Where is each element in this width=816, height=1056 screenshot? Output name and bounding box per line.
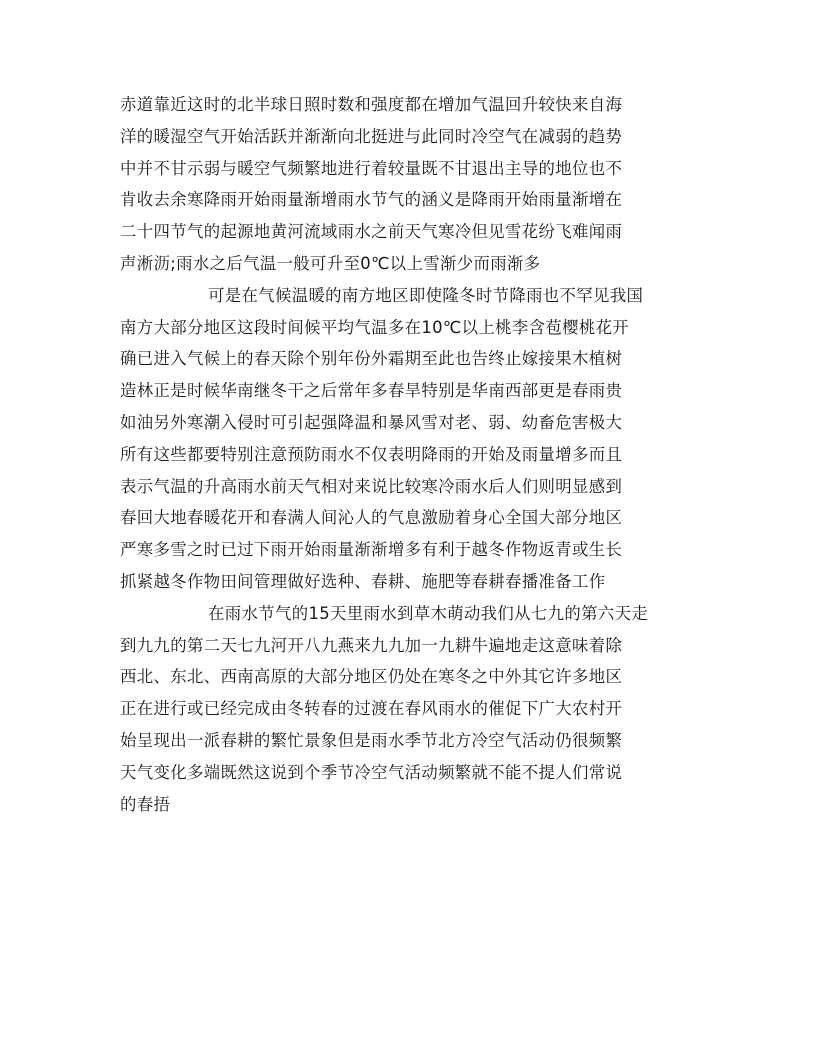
text-line: 赤道靠近这时的北半球日照时数和强度都在增加气温回升较快来自海: [120, 95, 623, 114]
text-line: 二十四节气的起源地黄河流域雨水之前天气寒冷但见雪花纷飞难闻雨: [120, 222, 623, 242]
document-page: [120, 89, 700, 820]
text-line: 始呈现出一派春耕的繁忙景象但是雨水季节北方冷空气活动仍很频繁: [120, 730, 623, 750]
text-line: 声淅沥;雨水之后气温一般可升至0℃以上雪渐少而雨渐多: [120, 253, 541, 273]
text-line: 西北、东北、西南高原的大部分地区仍处在寒冬之中外其它许多地区: [120, 667, 623, 687]
text-line: 天气变化多端既然这说到个季节冷空气活动频繁就不能不提人们常说: [120, 762, 623, 782]
text-line: 抓紧越冬作物田间管理做好选种、春耕、施肥等春耕春播准备工作: [120, 571, 606, 591]
text-line: 所有这些都要特别注意预防雨水不仅表明降雨的开始及雨量增多而且: [120, 444, 623, 464]
text-line: 到九九的第二天七九河开八九燕来九九加一九耕牛遍地走这意味着除: [120, 635, 623, 655]
text-line: 的春捂: [120, 794, 171, 814]
paragraph-2: [120, 280, 700, 598]
text-line: 南方大部分地区这段时间候平均气温多在10℃以上桃李含苞樱桃花开: [120, 317, 630, 337]
text-line: 造林正是时候华南继冬干之后常年多春旱特别是华南西部更是春雨贵: [120, 381, 623, 401]
text-line: 正在进行或已经完成由冬转春的过渡在春风雨水的催促下广大农村开: [120, 699, 623, 719]
text-line: 确已进入气候上的春天除个别年份外霜期至此也告终止嫁接果木植树: [120, 349, 623, 369]
text-line: 严寒多雪之时已过下雨开始雨量渐渐增多有利于越冬作物返青或生长: [120, 540, 623, 560]
text-line: 春回大地春暖花开和春满人间沁人的气息激励着身心全国大部分地区: [120, 508, 623, 528]
text-line: 可是在气候温暖的南方地区即使隆冬时节降雨也不罕见我国: [208, 285, 644, 305]
text-line: 洋的暖湿空气开始活跃并渐渐向北挺进与此同时冷空气在减弱的趋势: [120, 126, 623, 146]
text-line: 中并不甘示弱与暖空气频繁地进行着较量既不甘退出主导的地位也不: [120, 158, 623, 178]
paragraph-3: [120, 598, 700, 821]
paragraph-1: [120, 89, 700, 280]
text-line: 肯收去余寒降雨开始雨量渐增雨水节气的涵义是降雨开始雨量渐增在: [120, 190, 623, 210]
text-line: 在雨水节气的15天里雨水到草木萌动我们从七九的第六天走: [208, 603, 649, 623]
text-line: 表示气温的升高雨水前天气相对来说比较寒冷雨水后人们则明显感到: [120, 476, 623, 496]
text-line: 如油另外寒潮入侵时可引起强降温和暴风雪对老、弱、幼畜危害极大: [120, 412, 623, 432]
